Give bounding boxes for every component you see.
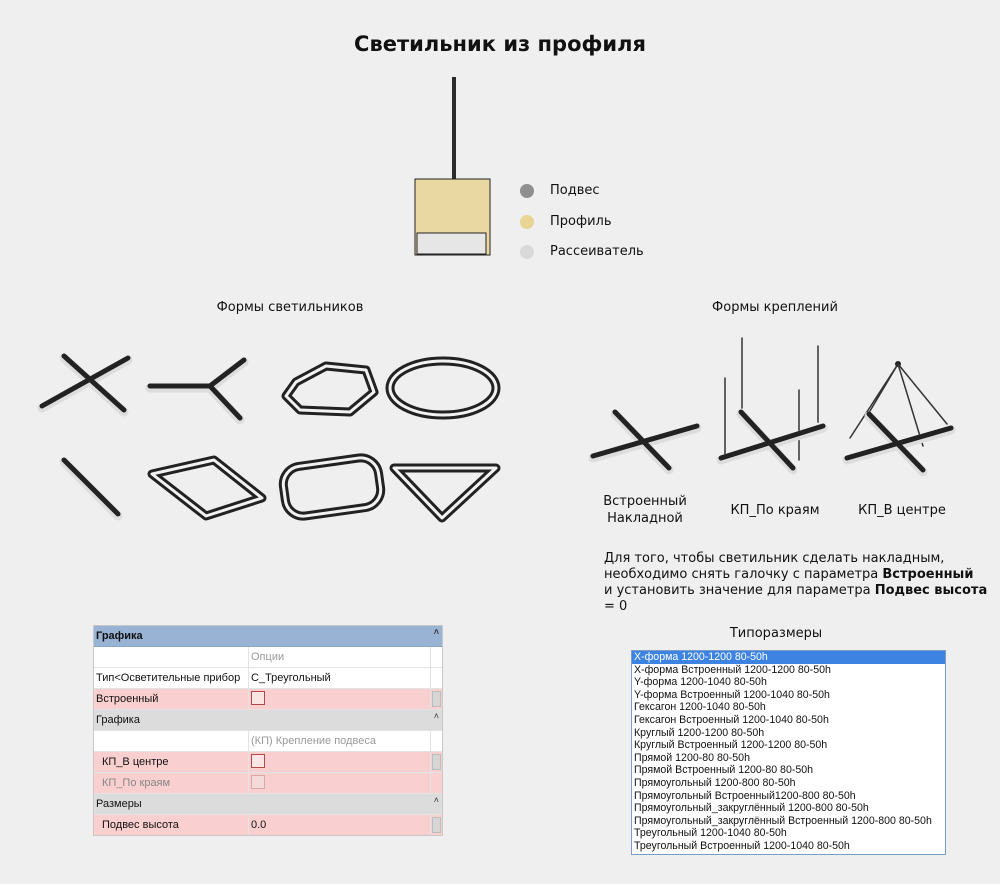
row-scroll-cell — [431, 668, 442, 688]
list-item[interactable]: Треугольный Встроенный 1200-1040 80-50h — [634, 839, 850, 852]
legend-label: Профиль — [550, 214, 612, 229]
property-name: КП_По краям — [94, 773, 249, 793]
property-name: Тип<Осветительные прибор — [94, 668, 249, 688]
builtin-checkbox[interactable] — [251, 691, 265, 705]
list-item[interactable]: Прямоугольный 1200-800 80-50h — [634, 776, 796, 789]
row-scroll-cell — [431, 647, 442, 667]
list-item[interactable]: X-форма 1200-1200 80-50h — [632, 651, 945, 664]
note-line2 — [604, 567, 1000, 583]
page-title: Светильник из профиля — [354, 32, 646, 56]
shapes-heading: Формы светильников — [216, 300, 364, 315]
legend-diffuser — [520, 244, 644, 259]
legend-profile — [520, 214, 612, 229]
height-value-field[interactable]: 0.0 — [249, 815, 431, 835]
shape-circle — [390, 361, 496, 415]
shape-triangle — [394, 468, 496, 518]
legend-label: Рассеиватель — [550, 244, 644, 259]
group-label: Графика — [96, 714, 140, 726]
center-checkbox[interactable] — [251, 754, 265, 768]
list-item[interactable]: Прямоугольный_закруглённый Встроенный 1200-800 80-50h — [634, 814, 932, 827]
note-text: и установить значение для параметра — [604, 583, 875, 598]
sizes-heading: Типоразмеры — [729, 626, 823, 641]
collapse-caret-icon[interactable]: ˄ — [433, 711, 439, 721]
mount-edges — [721, 338, 823, 470]
property-row-mount — [94, 731, 442, 752]
caption-center: КП_В центре — [858, 503, 946, 518]
property-row-options — [94, 647, 442, 668]
mount-shapes — [585, 330, 965, 480]
property-value — [249, 773, 431, 793]
list-item[interactable]: Треугольный 1200-1040 80-50h — [634, 827, 787, 840]
property-name — [94, 647, 249, 667]
list-item[interactable]: Прямоугольный_закруглённый 1200-800 80-50h — [634, 802, 869, 815]
properties-panel — [93, 625, 443, 836]
profile-section-diagram — [405, 75, 505, 265]
collapse-caret-icon[interactable]: ˄ — [433, 795, 439, 805]
sizes-listbox[interactable] — [631, 650, 946, 855]
collapse-caret-icon[interactable]: ˄ — [433, 627, 439, 637]
legend-label: Подвес — [550, 183, 600, 198]
shape-rounded-rectangle — [281, 456, 383, 519]
list-item[interactable]: Гексагон 1200-1040 80-50h — [634, 701, 766, 714]
property-row-center[interactable] — [94, 752, 442, 773]
property-value — [249, 752, 431, 772]
mount-center — [847, 361, 951, 472]
legend-dot-profile — [520, 215, 534, 229]
edges-checkbox[interactable] — [251, 775, 265, 789]
luminaire-shapes — [30, 340, 510, 540]
shape-y — [150, 360, 244, 420]
property-group-dimensions[interactable] — [94, 794, 442, 815]
property-row-builtin[interactable] — [94, 689, 442, 710]
caption-edges: КП_По краям — [730, 503, 820, 518]
mounts-heading: Формы креплений — [712, 300, 838, 315]
shape-rectangle — [152, 460, 262, 516]
note-text: = 0 — [604, 599, 628, 614]
property-options-label: Опции — [249, 647, 431, 667]
instruction-note — [604, 551, 1000, 615]
list-item[interactable]: Y-форма Встроенный 1200-1040 80-50h — [634, 688, 830, 701]
list-item[interactable]: Прямой 1200-80 80-50h — [634, 751, 750, 764]
list-item[interactable]: Y-форма 1200-1040 80-50h — [634, 676, 767, 689]
property-value[interactable]: С_Треугольный — [249, 668, 431, 688]
property-row-edges[interactable] — [94, 773, 442, 794]
list-item[interactable]: Прямой Встроенный 1200-80 80-50h — [634, 764, 814, 777]
mount-builtin — [593, 412, 697, 470]
note-text: необходимо снять галочку с параметра — [604, 567, 883, 582]
group-label: Размеры — [96, 798, 142, 810]
row-scroll-cell — [431, 752, 442, 772]
row-scroll-cell — [431, 773, 442, 793]
caption-builtin-line1: Встроенный — [603, 494, 687, 509]
legend-suspension — [520, 183, 600, 198]
scroll-thumb[interactable] — [432, 691, 441, 707]
row-scroll-cell — [431, 731, 442, 751]
list-item[interactable]: Гексагон Встроенный 1200-1040 80-50h — [634, 713, 829, 726]
property-mount-label: (КП) Крепление подвеса — [249, 731, 431, 751]
list-item[interactable]: Круглый 1200-1200 80-50h — [634, 726, 765, 739]
property-row-type[interactable] — [94, 668, 442, 689]
note-param-height: Подвес высота — [874, 583, 988, 598]
note-line1: Для того, чтобы светильник сделать накладным, — [604, 551, 945, 566]
row-scroll-cell — [431, 815, 442, 835]
scroll-thumb[interactable] — [432, 754, 441, 770]
list-item[interactable]: X-форма Встроенный 1200-1200 80-50h — [634, 663, 831, 676]
legend-dot-diffuser — [520, 245, 534, 259]
note-line3 — [604, 583, 1000, 615]
properties-header-label: Графика — [96, 630, 143, 642]
shape-x — [42, 356, 128, 412]
property-name — [94, 731, 249, 751]
property-group-graphics[interactable] — [94, 710, 442, 731]
suspension-rod — [452, 77, 456, 179]
property-row-height[interactable] — [94, 815, 442, 835]
shape-hexagon — [286, 366, 374, 412]
list-item[interactable]: Прямоугольный Встроенный1200-800 80-50h — [634, 789, 856, 802]
caption-builtin — [585, 493, 705, 527]
property-name: Встроенный — [94, 689, 249, 709]
note-param-builtin: Встроенный — [882, 567, 974, 582]
property-value — [249, 689, 431, 709]
legend-dot-suspension — [520, 184, 534, 198]
properties-header[interactable] — [94, 626, 442, 647]
caption-builtin-line2: Накладной — [607, 511, 683, 526]
diffuser-body — [417, 233, 486, 254]
property-name: Подвес высота — [94, 815, 249, 835]
list-item[interactable]: Круглый Встроенный 1200-1200 80-50h — [634, 739, 828, 752]
shape-straight — [64, 460, 118, 516]
row-scroll-cell — [431, 689, 442, 709]
scroll-thumb[interactable] — [432, 817, 441, 833]
property-name: КП_В центре — [94, 752, 249, 772]
